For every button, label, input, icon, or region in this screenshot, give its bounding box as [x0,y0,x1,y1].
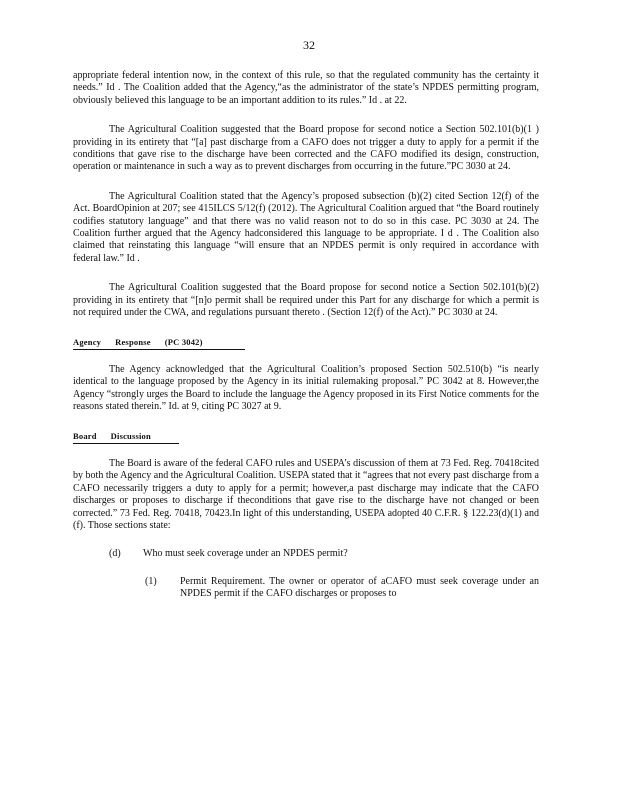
list-item-1 [145,576,539,601]
paragraph-4: The Agricultural Coalition suggested that the Board propose for second notice a Section 502.101(b)(2) providing in its entirety that “[n]o permit shall be required under this Part for any discharge for which a permit is not required under the CWA, and regulations pursuant thereto . (Section 12(f) of the Act).” PC 3030 at 24. [73,282,539,319]
list-item-d-text: Who must seek coverage under an NPDES permit? [143,548,348,560]
heading-discussion-word: Discussion [110,430,151,441]
heading-pc-word: (PC 3042) [164,336,203,347]
heading-agency-response [73,336,539,350]
paragraph-1: appropriate federal intention now, in the context of this rule, so that the regulated community has the certainty it needs.” Id . The Coalition added that the Agency,“as the administrator of the state’s NPDES permitting program, obviously believed this language to be an important addition to its rules.” Id . at 22. [73,70,539,106]
list-item-d [73,548,539,560]
list-item-1-text: Permit Requirement. The owner or operator of aCAFO must seek coverage under an NPDES permit if the CAFO discharges or proposes to [180,575,539,600]
paragraph-5: The Agency acknowledged that the Agricultural Coalition’s proposed Section 502.510(b) “is nearly identical to the language proposed by the Agency in its initial rulemaking proposal.” PC 3042 at 8. However,the Agency “strongly urges the Board to include the language the Agency proposed in its First Notice comments for the reasons stated therein.” Id. at 9, citing PC 3027 at 9. [73,363,539,413]
heading-board-discussion-underline [73,430,179,444]
heading-agency-response-underline [73,336,245,350]
heading-board-discussion [73,430,539,444]
paragraph-6: The Board is aware of the federal CAFO rules and USEPA’s discussion of them at 73 Fed. Reg. 70418cited by both the Agency and the Agricultural Coalition. USEPA stated that it “agrees that not every past discharge from a CAFO necessarily triggers a duty to apply for a permit; however,a past discharge may indicate that the CAFO discharges or proposes to discharge if theconditions that gave rise to the discharge have not changed or been corrected.” 73 Fed. Reg. 70418, 70423.In light of this understanding, USEPA adopted 40 C.F.R. § 122.23(d)(1) and (f). Those sections state: [73,457,539,531]
heading-agency-word: Agency [73,336,102,347]
heading-response-word: Response [115,336,151,347]
page-number: 32 [303,38,315,52]
heading-board-word: Board [73,430,97,441]
list-item-1-label: (1) [145,575,157,587]
document-body [73,70,539,601]
list-item-d-label: (d) [109,548,121,560]
paragraph-2: The Agricultural Coalition suggested that the Board propose for second notice a Section 502.101(b)(1 ) providing in its entirety that “[a] past discharge from a CAFO does not trigger a duty to apply for a permit if the conditions that gave rise to the discharge have been corrected and the CAFO modified its design, construction, operation or maintenance in such a way as to prevent discharges from occurring in the future.”PC 3030 at 24. [73,124,539,173]
paragraph-3: The Agricultural Coalition stated that the Agency’s proposed subsection (b)(2) cited Section 12(f) of the Act. BoardOpinion at 207; see 415ILCS 5/12(f) (2012). The Agricultural Coalition argued that “the Board routinely codifies statutory language” and that there was no valid reason not to do so in this case. PC 3030 at 24. The Coalition further argued that the Agency hadconsidered this language to be appropriate. I d . The Coalition also claimed that reinstating this language “will ensure that an NPDES permit is only required in accordance with federal law.” Id . [73,190,539,264]
